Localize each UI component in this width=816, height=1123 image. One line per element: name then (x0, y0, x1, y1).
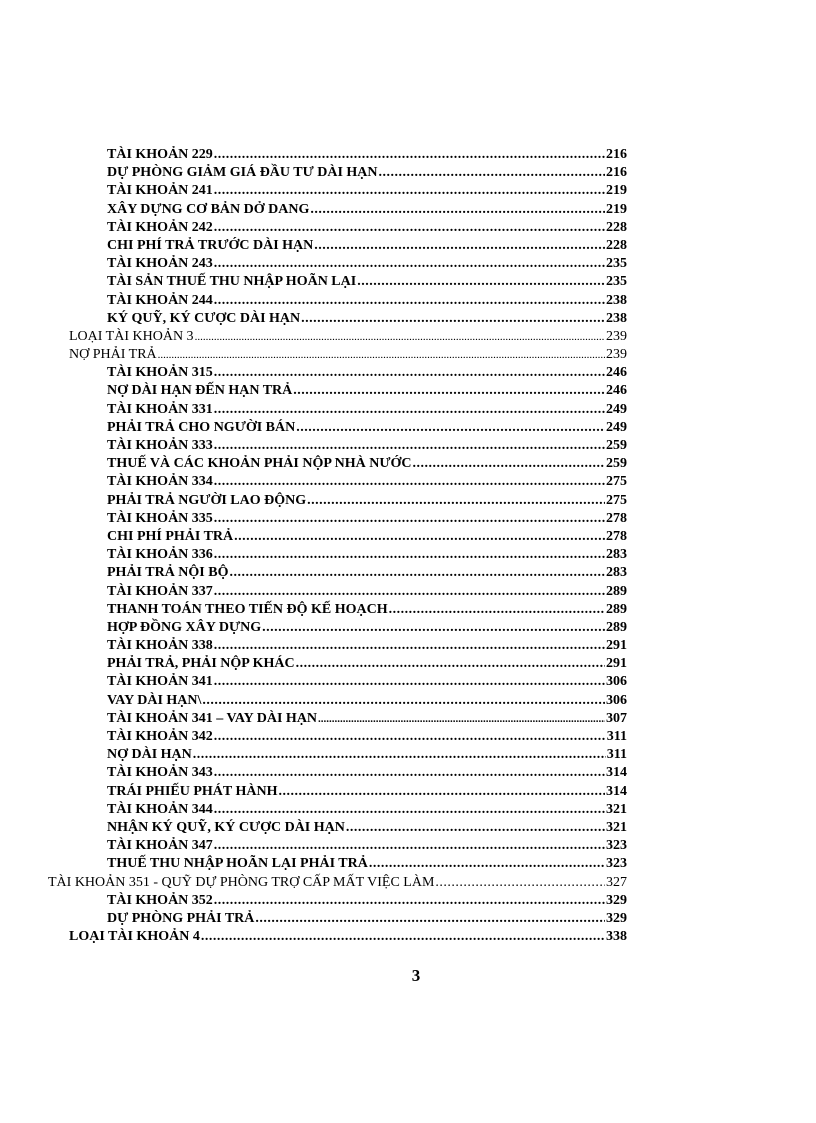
toc-leader-dots (193, 746, 606, 764)
toc-entry-label: THUẾ VÀ CÁC KHOẢN PHẢI NỘP NHÀ NƯỚC (107, 456, 412, 472)
toc-entry-page: 239 (606, 347, 627, 363)
toc-entry[interactable] (0, 219, 627, 237)
toc-entry-label: TÀI KHOẢN 336 (107, 547, 213, 563)
toc-entry-label: TÀI KHOẢN 243 (107, 256, 213, 272)
toc-entry-page: 323 (606, 838, 627, 854)
toc-entry-label: TÀI KHOẢN 335 (107, 510, 213, 526)
toc-entry[interactable] (0, 692, 627, 710)
toc-entry-page: 311 (606, 747, 627, 763)
toc-entry-page: 283 (606, 565, 627, 581)
toc-entry-page: 289 (606, 619, 627, 635)
toc-entry-page: 246 (606, 383, 627, 399)
toc-entry-label: KÝ QUỸ, KÝ CƯỢC DÀI HẠN (107, 310, 301, 326)
toc-entry-label: PHẢI TRẢ NGƯỜI LAO ĐỘNG (107, 492, 307, 508)
toc-entry-label: PHẢI TRẢ CHO NGƯỜI BÁN (107, 419, 296, 435)
toc-entry[interactable] (0, 819, 627, 837)
toc-entry[interactable] (0, 928, 627, 946)
toc-entry[interactable] (0, 801, 627, 819)
toc-leader-dots (214, 219, 605, 237)
toc-entry-page: 219 (606, 201, 627, 217)
toc-entry-label: NHẬN KÝ QUỸ, KÝ CƯỢC DÀI HẠN (107, 819, 345, 835)
toc-entry[interactable] (0, 419, 627, 437)
toc-entry[interactable] (0, 492, 627, 510)
toc-leader-dots (314, 237, 605, 255)
toc-leader-dots (293, 382, 605, 400)
toc-entry[interactable] (0, 528, 627, 546)
toc-leader-dots (296, 419, 605, 437)
toc-leader-dots (214, 401, 605, 419)
toc-entry[interactable] (0, 892, 627, 910)
toc-entry-page: 323 (606, 856, 627, 872)
toc-entry-label: THUẾ THU NHẬP HOÃN LẠI PHẢI TRẢ (107, 856, 368, 872)
toc-entry-page: 275 (606, 474, 627, 490)
toc-entry-page: 327 (606, 874, 627, 890)
toc-entry-page: 314 (606, 783, 627, 799)
table-of-contents (0, 146, 816, 946)
toc-entry-page: 259 (606, 438, 627, 453)
toc-entry[interactable] (0, 764, 627, 782)
toc-entry-label: TÀI SẢN THUẾ THU NHẬP HOÃN LẠI (107, 274, 357, 290)
toc-leader-dots (413, 455, 605, 473)
toc-entry[interactable] (0, 201, 627, 219)
toc-entry[interactable] (0, 310, 627, 328)
toc-entry-page: 314 (606, 765, 627, 781)
toc-leader-dots (214, 255, 605, 273)
toc-leader-dots (318, 710, 605, 728)
toc-leader-dots (278, 783, 605, 801)
toc-entry-page: 291 (606, 656, 627, 672)
toc-entry-page: 306 (606, 674, 627, 690)
toc-entry-label: TÀI KHOẢN 315 (107, 365, 213, 381)
toc-entry[interactable] (0, 783, 627, 801)
toc-leader-dots (214, 673, 605, 691)
toc-entry-label: NỢ PHẢI TRẢ (69, 347, 157, 363)
toc-entry-label: TÀI KHOẢN 229 (107, 147, 213, 162)
toc-leader-dots (307, 492, 605, 510)
toc-entry[interactable] (0, 401, 627, 419)
toc-entry-page: 321 (606, 819, 627, 835)
toc-leader-dots (369, 855, 605, 873)
toc-entry-label: TÀI KHOẢN 352 (107, 892, 213, 908)
toc-entry-label: TÀI KHOẢN 241 (107, 183, 213, 199)
toc-entry[interactable] (0, 510, 627, 528)
toc-entry-page: 311 (606, 729, 627, 744)
toc-leader-dots (214, 437, 605, 455)
toc-entry[interactable] (0, 619, 627, 637)
toc-entry-label: TRÁI PHIẾU PHÁT HÀNH (107, 783, 278, 799)
toc-entry-label: TÀI KHOẢN 344 (107, 801, 213, 817)
toc-leader-dots (214, 637, 605, 655)
toc-leader-dots (214, 728, 606, 746)
toc-entry[interactable] (0, 546, 627, 564)
toc-entry-label: HỢP ĐỒNG XÂY DỰNG (107, 619, 262, 635)
toc-leader-dots (214, 583, 605, 601)
toc-entry-page: 275 (606, 492, 627, 508)
toc-leader-dots (214, 473, 605, 491)
toc-entry[interactable] (0, 728, 627, 746)
toc-entry-page: 278 (606, 510, 627, 526)
toc-leader-dots (234, 528, 605, 546)
toc-entry-page: 321 (606, 801, 627, 817)
toc-entry[interactable] (0, 382, 627, 400)
toc-entry-label: LOẠI TÀI KHOẢN 4 (69, 929, 200, 945)
toc-entry-label: TÀI KHOẢN 341 (107, 674, 213, 690)
toc-entry-page: 306 (606, 692, 627, 708)
toc-entry[interactable] (0, 437, 627, 455)
toc-leader-dots (214, 801, 605, 819)
toc-entry[interactable] (0, 182, 627, 200)
toc-entry[interactable] (0, 146, 627, 164)
page-number: 3 (411, 966, 421, 985)
toc-entry-label: DỰ PHÒNG PHẢI TRẢ (107, 910, 255, 926)
toc-leader-dots (214, 546, 605, 564)
toc-leader-dots (201, 928, 605, 946)
toc-entry[interactable] (0, 255, 627, 273)
toc-entry[interactable] (0, 273, 627, 291)
toc-entry-page: 216 (606, 147, 627, 162)
toc-entry-page: 249 (606, 419, 627, 435)
toc-entry-page: 289 (606, 583, 627, 599)
toc-entry-page: 289 (606, 601, 627, 617)
toc-entry-label: TÀI KHOẢN 351 - QUỸ DỰ PHÒNG TRỢ CẤP MẤT VIỆC LÀM (48, 874, 435, 890)
toc-entry-page: 329 (606, 892, 627, 908)
toc-entry-page: 329 (606, 910, 627, 926)
toc-entry-page: 216 (606, 165, 627, 181)
toc-entry-page: 249 (606, 401, 627, 417)
toc-entry-label: NỢ DÀI HẠN ĐẾN HẠN TRẢ (107, 383, 293, 399)
toc-entry[interactable] (0, 364, 627, 382)
toc-entry-page: 291 (606, 638, 627, 654)
toc-entry-page: 235 (606, 256, 627, 272)
toc-entry[interactable] (0, 292, 627, 310)
toc-entry-page: 283 (606, 547, 627, 563)
toc-leader-dots (301, 310, 605, 328)
toc-entry[interactable] (0, 746, 627, 764)
toc-entry-label: TÀI KHOẢN 242 (107, 219, 213, 235)
toc-leader-dots (262, 619, 605, 637)
toc-entry-label: TÀI KHOẢN 331 (107, 401, 213, 417)
toc-entry-label: VAY DÀI HẠN\ (107, 692, 202, 708)
toc-entry[interactable] (0, 710, 627, 728)
toc-entry-page: 238 (606, 310, 627, 326)
toc-leader-dots (346, 819, 605, 837)
toc-leader-dots (214, 837, 605, 855)
toc-entry-page: 278 (606, 528, 627, 544)
toc-leader-dots (214, 892, 605, 910)
toc-leader-dots (435, 874, 605, 892)
toc-entry-label: DỰ PHÒNG GIẢM GIÁ ĐẦU TƯ DÀI HẠN (107, 165, 378, 181)
toc-entry[interactable] (0, 583, 627, 601)
toc-entry[interactable] (0, 564, 627, 582)
toc-entry[interactable] (0, 655, 627, 673)
toc-leader-dots (389, 601, 605, 619)
toc-leader-dots (214, 182, 605, 200)
toc-entry-page: 228 (606, 219, 627, 235)
toc-entry-page: 235 (606, 274, 627, 290)
toc-entry[interactable] (0, 164, 627, 182)
toc-entry-label: TÀI KHOẢN 347 (107, 838, 213, 854)
toc-leader-dots (214, 146, 605, 164)
toc-entry[interactable] (0, 837, 627, 855)
toc-leader-dots (379, 164, 605, 182)
toc-entry-label: THANH TOÁN THEO TIẾN ĐỘ KẾ HOẠCH (107, 601, 388, 617)
toc-entry[interactable] (0, 328, 627, 346)
toc-entry-label: CHI PHÍ TRẢ TRƯỚC DÀI HẠN (107, 237, 314, 253)
toc-entry[interactable] (0, 346, 627, 364)
toc-entry-label: TÀI KHOẢN 338 (107, 638, 213, 654)
toc-leader-dots (214, 364, 605, 382)
toc-entry[interactable] (0, 637, 627, 655)
toc-leader-dots (202, 692, 605, 710)
toc-entry-label: CHI PHÍ PHẢI TRẢ (107, 528, 234, 544)
toc-entry-label: TÀI KHOẢN 337 (107, 583, 213, 599)
toc-entry[interactable] (0, 237, 627, 255)
toc-entry-label: XÂY DỰNG CƠ BẢN DỞ DANG (107, 201, 310, 217)
toc-entry-page: 228 (606, 237, 627, 253)
toc-entry-label: NỢ DÀI HẠN (107, 747, 192, 763)
toc-leader-dots (229, 564, 605, 582)
toc-entry[interactable] (0, 910, 627, 928)
toc-entry-label: LOẠI TÀI KHOẢN 3 (69, 328, 194, 344)
toc-leader-dots (296, 655, 605, 673)
toc-entry-label: PHẢI TRẢ, PHẢI NỘP KHÁC (107, 656, 295, 672)
toc-leader-dots (158, 346, 605, 364)
toc-leader-dots (214, 510, 605, 528)
toc-entry-label: PHẢI TRẢ NỘI BỘ (107, 565, 229, 581)
toc-entry-label: TÀI KHOẢN 342 (107, 729, 213, 744)
toc-entry-label: TÀI KHOẢN 244 (107, 292, 213, 308)
toc-entry[interactable] (0, 455, 627, 473)
toc-entry-page: 246 (606, 365, 627, 381)
toc-entry-label: TÀI KHOẢN 343 (107, 765, 213, 781)
toc-entry[interactable] (0, 673, 627, 691)
toc-leader-dots (195, 328, 605, 346)
toc-entry-page: 259 (606, 456, 627, 472)
toc-leader-dots (357, 273, 605, 291)
toc-leader-dots (214, 292, 605, 310)
toc-entry-page: 238 (606, 292, 627, 308)
toc-leader-dots (310, 201, 605, 219)
toc-entry-page: 338 (606, 929, 627, 945)
toc-entry-label: TÀI KHOẢN 334 (107, 474, 213, 490)
toc-entry[interactable] (0, 874, 627, 892)
toc-entry-page: 239 (606, 328, 627, 344)
toc-entry[interactable] (0, 601, 627, 619)
toc-entry-page: 219 (606, 183, 627, 199)
toc-entry[interactable] (0, 473, 627, 491)
toc-entry-page: 307 (606, 710, 627, 726)
toc-entry-label: TÀI KHOẢN 333 (107, 438, 213, 453)
toc-entry-label: TÀI KHOẢN 341 – VAY DÀI HẠN (107, 710, 318, 726)
toc-entry[interactable] (0, 855, 627, 873)
toc-leader-dots (255, 910, 605, 928)
toc-leader-dots (214, 764, 605, 782)
